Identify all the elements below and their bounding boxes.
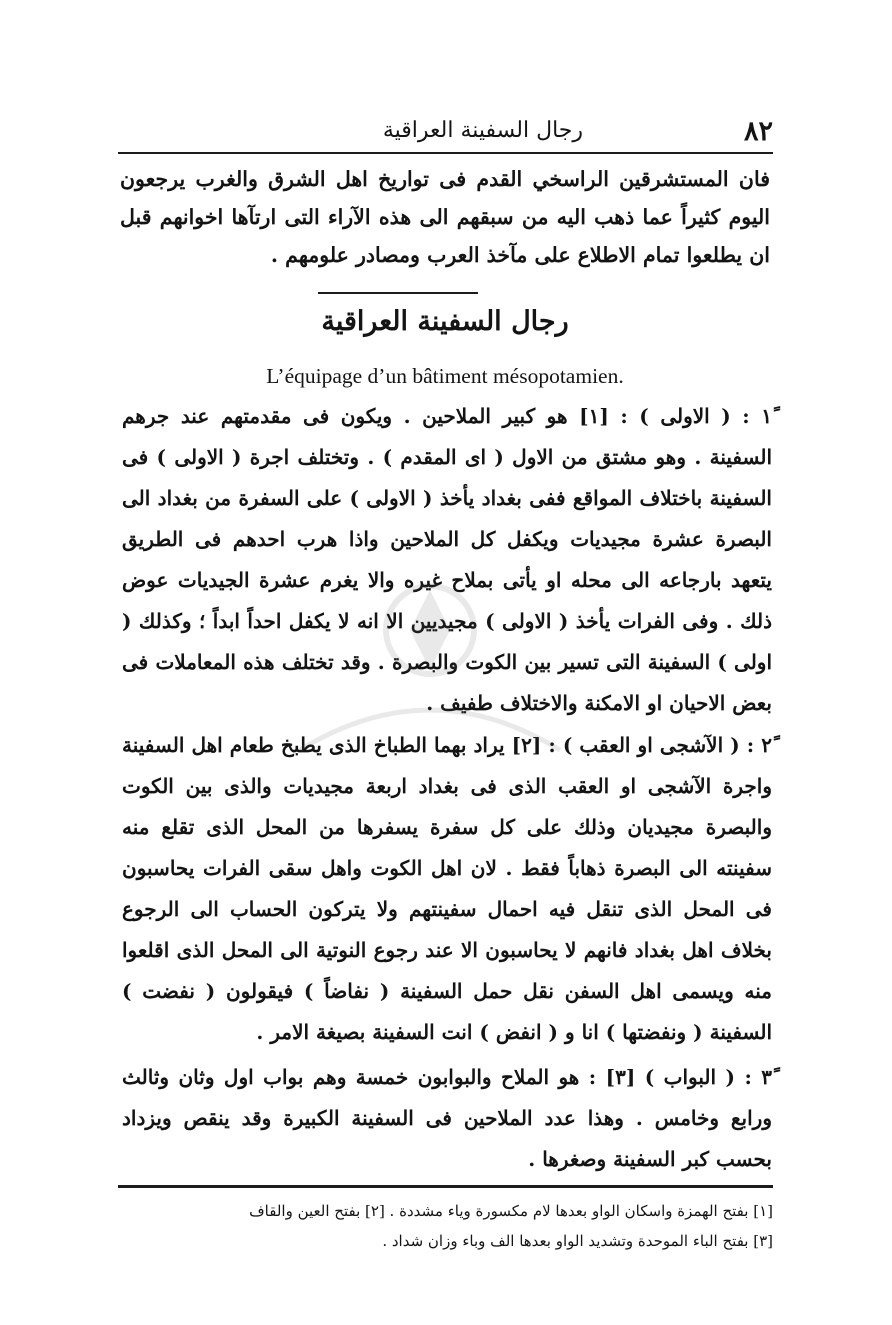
intro-underline (318, 292, 478, 294)
entry-text: [٢] يراد بهما الطباخ الذى يطبخ طعام اهل السفينة واجرة الآشجى او العقب الذى فى بغداد اربعة مجيديات والذى بين الكوت والبصرة مجيديان وذلك على كل سفرة يسفرها من المحل الذى تقلع منه سفينته الى البصرة ذهاباً فقط . لان اهل الكوت واهل سقى الفرات يحاسبون فى المحل الذى تنقل فيه احمال سفينتهم ولا يتركون الحساب الى الرجوع بخلاف اهل بغداد فانهم لا يحاسبون الا عند رجوع النوتية الى المحل الذى اقلعوا منه ويسمى اهل السفن نقل حمل السفينة ( نفاضاً ) فيقولون ( نفضت ) السفينة ( ونفضتها ) انا و ( انفض ) انت السفينة بصيغة الامر . (122, 733, 772, 1044)
header-rule (118, 152, 773, 154)
entry-number: ٢ً : (746, 733, 772, 757)
library-watermark (280, 560, 580, 760)
page-header (118, 110, 773, 154)
running-title: رجال السفينة العراقية (382, 118, 583, 143)
entry-term: ( البواب ) (644, 1065, 735, 1089)
entry-term: ( الاولى ) : (620, 404, 731, 428)
entry-number: ١ً : (742, 404, 772, 428)
section-title: رجال السفينة العراقية (321, 306, 569, 337)
entry-text: [٣] : هو الملاح والبوابون خمسة وهم بواب اول وثان وثالث ورابع وخامس . وهذا عدد الملاحين فى السفينة الكبيرة وقد ينقص ويزداد بحسب كبر السفينة وصغرها . (122, 1065, 772, 1171)
entry-3 (122, 1057, 772, 1180)
entry-number: ٣ً : (744, 1065, 773, 1089)
french-title: L’équipage d’un bâtiment mésopotamien. (266, 364, 624, 388)
entry-term: ( الآشجى او العقب ) : (548, 733, 740, 757)
footnote-rule (118, 1185, 773, 1188)
entry-2 (122, 725, 772, 1053)
entry-text: [١] هو كبير الملاحين . ويكون فى مقدمتهم عند جرهم السفينة . وهو مشتق من الاول ( اى المقدم ) . وتختلف اجرة ( الاولى ) فى السفينة باختلاف المواقع ففى بغداد يأخذ ( الاولى ) على السفرة من بغداد الى البصرة عشرة مجيديات ويكفل كل الملاحين واذا هرب احدهم فى الطريق يتعهد بارجاعه الى محله او يأتى بملاح غيره والا يغرم عشرة الجيديات عوض ذلك . وفى الفرات يأخذ ( الاولى ) مجيديين الا انه لا يكفل احداً ابداً ؛ وكذلك ( اولى ) السفينة التى تسير بين الكوت والبصرة . وقد تختلف هذه المعاملات فى بعض الاحيان او الامكنة والاختلاف طفيف . (122, 404, 772, 715)
footnote-line: [١] بفتح الهمزة واسكان الواو بعدها لام مكسورة وياء مشددة . [٢] بفتح العين والقاف (249, 1202, 773, 1220)
footnotes (118, 1196, 773, 1256)
intro-paragraph: فان المستشرقين الراسخي القدم فى تواريخ اهل الشرق والغرب يرجعون اليوم كثيراً عما ذهب اليه من سبقهم الى هذه الآراء التى ارتآها اخوانهم قبل ان يطلعوا تمام الاطلاع على مآخذ العرب ومصادر علومهم . (120, 167, 770, 267)
footnote-line: [٣] بفتح الباء الموحدة وتشديد الواو بعدها الف وباء وزان شداد . (382, 1232, 773, 1250)
page-number: ٨٢ (743, 116, 773, 147)
